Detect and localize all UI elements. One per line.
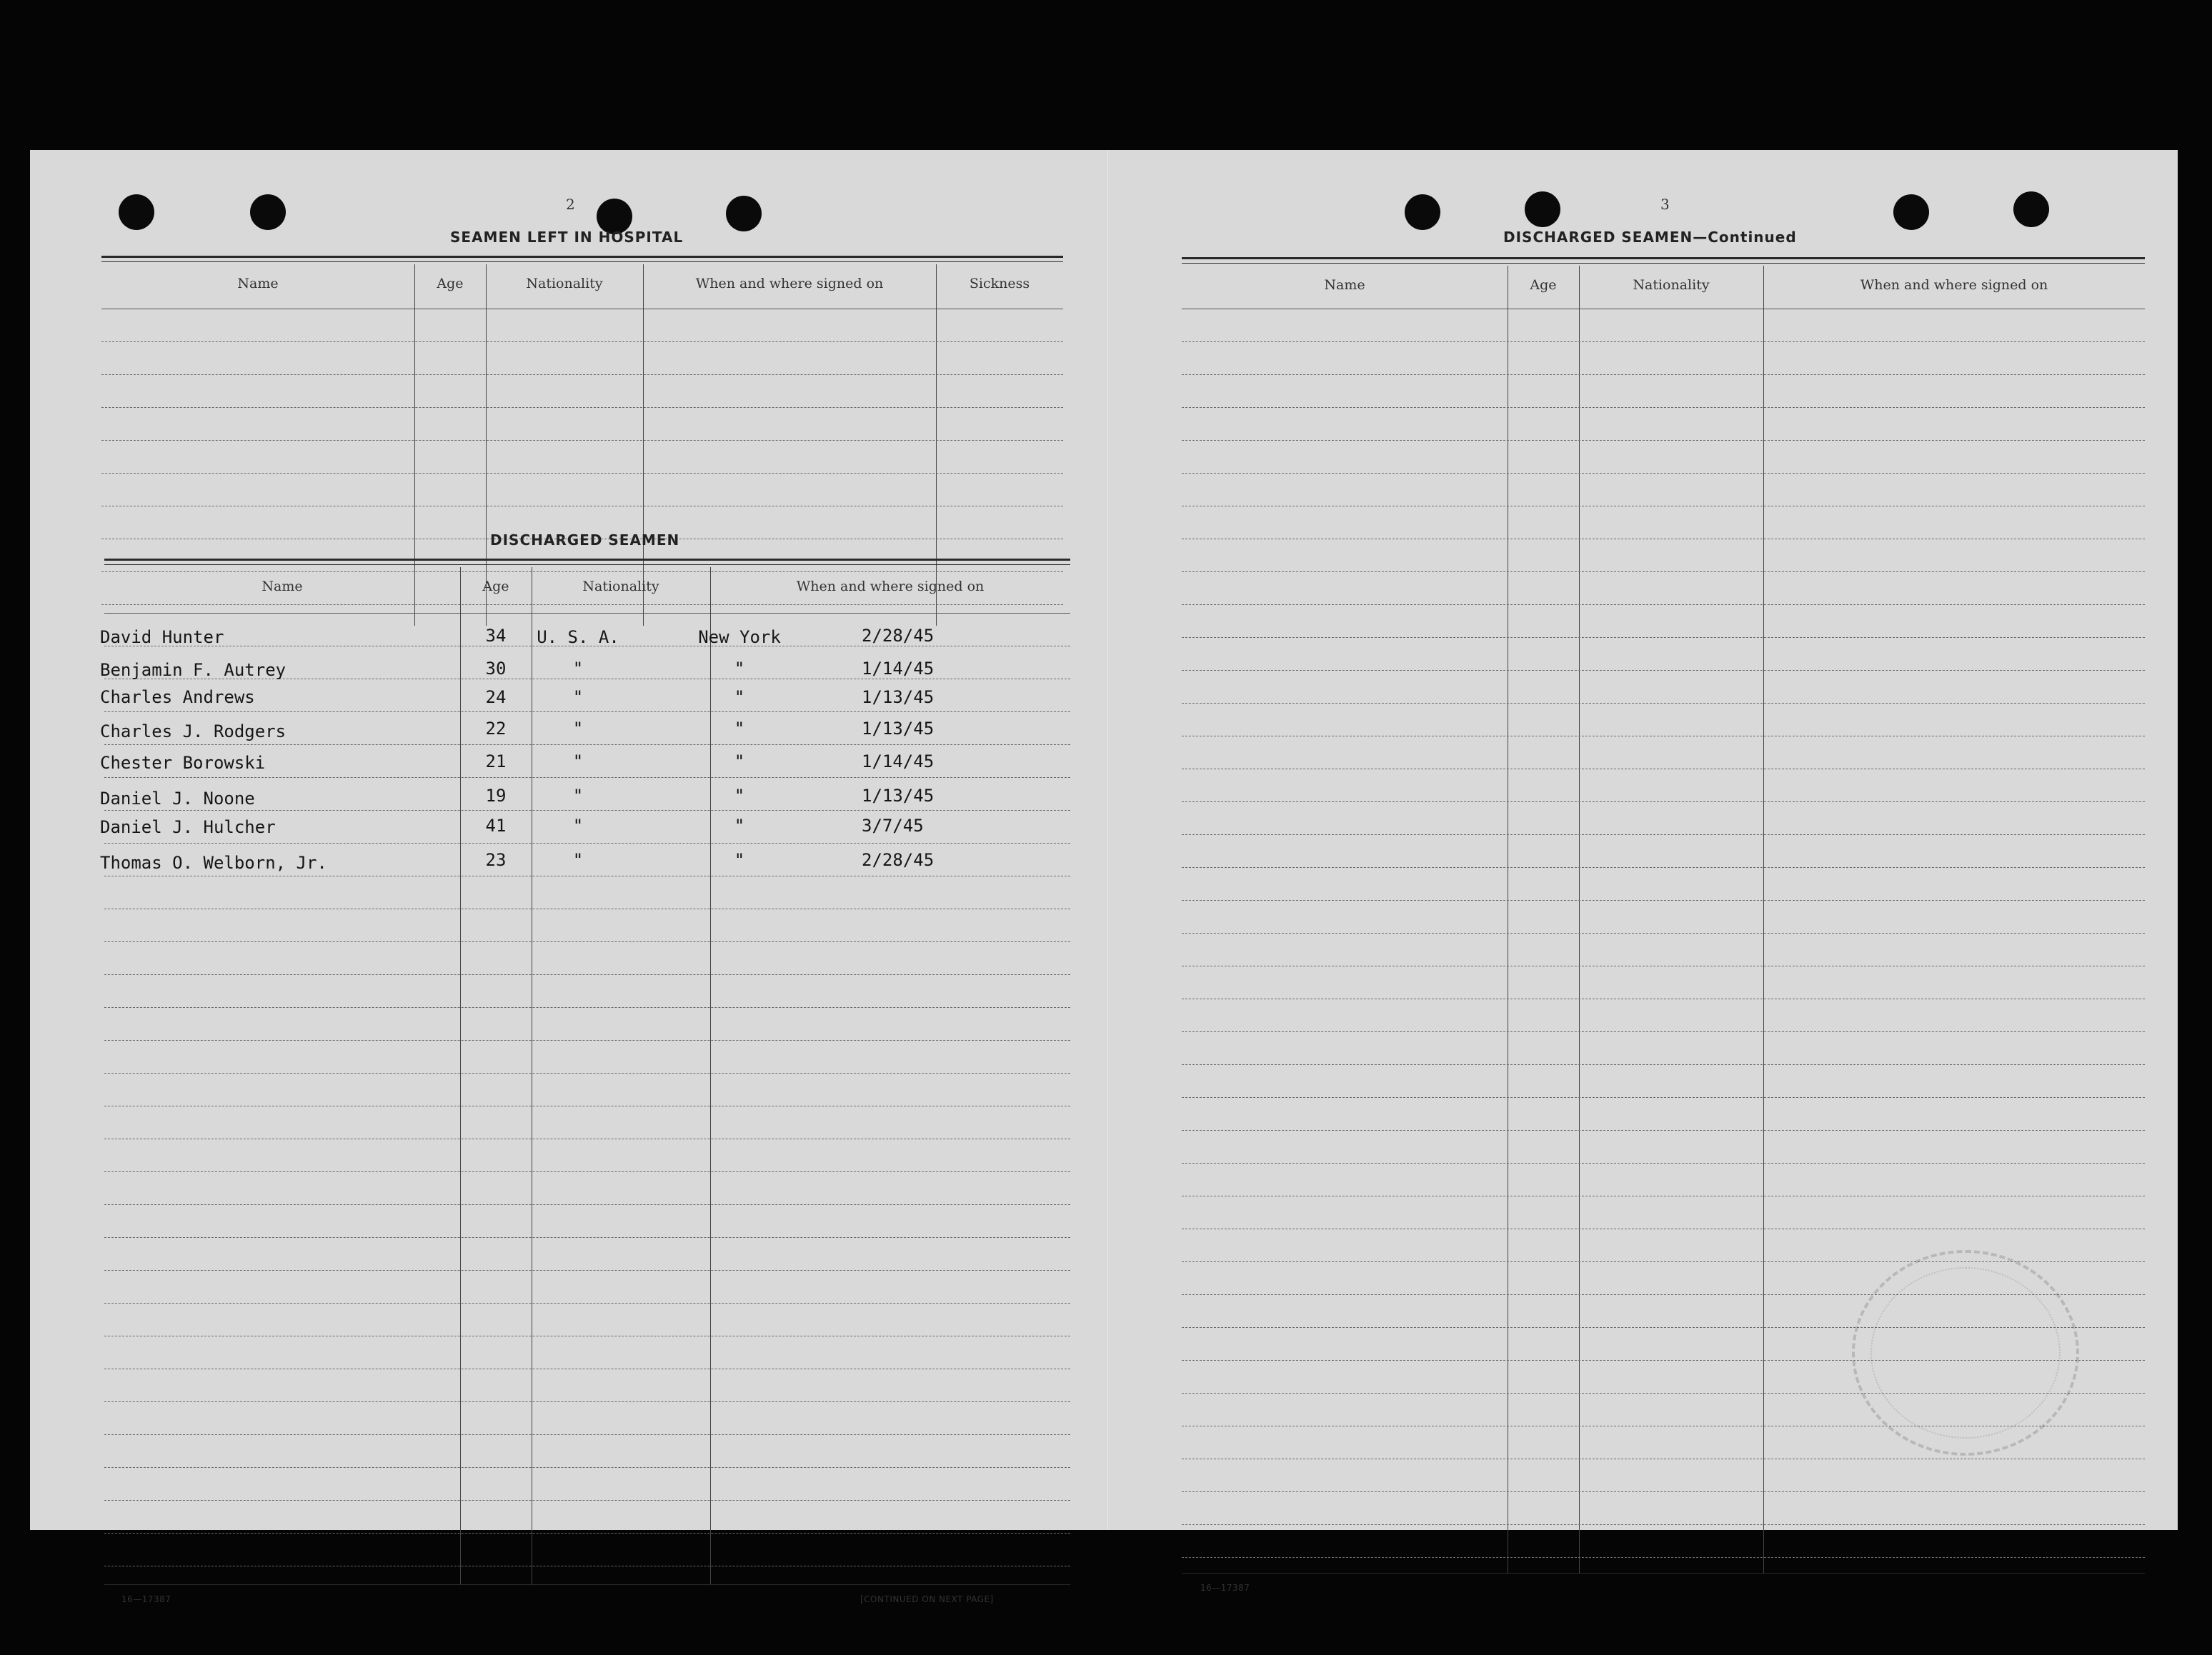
form-number: 16—17387 xyxy=(1200,1583,1250,1593)
ruled-line xyxy=(1182,900,2145,901)
ruled-line xyxy=(1182,933,2145,934)
seaman-name: Chester Borowski xyxy=(100,753,266,773)
ruled-line xyxy=(104,1500,1070,1501)
seaman-nationality: " xyxy=(572,659,584,679)
ruled-line xyxy=(1182,670,2145,671)
ruled-line xyxy=(104,1434,1070,1435)
ruled-line xyxy=(104,1171,1070,1172)
header-rule xyxy=(101,261,1063,262)
continued-header-age: Age xyxy=(1530,277,1557,293)
header-rule xyxy=(104,564,1070,565)
seaman-age: 34 xyxy=(485,626,507,646)
ruled-line xyxy=(1182,473,2145,474)
ruled-line xyxy=(1182,341,2145,342)
seaman-name: Daniel J. Noone xyxy=(100,789,255,809)
ruled-line xyxy=(104,974,1070,975)
signed-on-date: 3/7/45 xyxy=(862,816,924,836)
punch-hole xyxy=(1525,191,1560,227)
ruled-line xyxy=(104,1007,1070,1008)
punch-hole xyxy=(250,194,286,230)
ruled-line xyxy=(1182,1064,2145,1065)
continued-header-signed-on: When and where signed on xyxy=(1860,277,2048,293)
ruled-line xyxy=(1182,1491,2145,1492)
ruled-line xyxy=(101,604,1063,605)
seaman-age: 30 xyxy=(485,659,507,679)
signed-on-place: New York xyxy=(698,627,781,647)
signed-on-date: 1/14/45 xyxy=(862,659,935,679)
signed-on-place: " xyxy=(734,719,745,739)
footer-rule xyxy=(1182,1573,2145,1574)
seaman-name: David Hunter xyxy=(100,627,224,647)
discharged-header-signed-on: When and where signed on xyxy=(796,579,985,594)
continued-header-nationality: Nationality xyxy=(1633,277,1710,293)
signed-on-date: 2/28/45 xyxy=(862,626,935,646)
signed-on-place: " xyxy=(734,687,745,707)
seaman-age: 41 xyxy=(485,816,507,836)
seaman-nationality: " xyxy=(572,687,584,707)
continued-note: [CONTINUED ON NEXT PAGE] xyxy=(860,1594,994,1604)
ruled-line xyxy=(104,777,1070,778)
seaman-age: 21 xyxy=(485,751,507,771)
footer-rule xyxy=(104,1584,1070,1585)
ruled-line xyxy=(101,374,1063,375)
ruled-line xyxy=(1182,637,2145,638)
ruled-line xyxy=(104,1303,1070,1304)
seaman-nationality: " xyxy=(572,786,584,806)
column-header-rule xyxy=(104,613,1070,614)
seaman-age: 19 xyxy=(485,786,507,806)
document-sheet xyxy=(30,150,2178,1604)
signed-on-place: " xyxy=(734,786,745,806)
faded-stamp xyxy=(1852,1250,2079,1456)
ruled-line xyxy=(1182,1130,2145,1131)
ruled-line xyxy=(104,1040,1070,1041)
ruled-line xyxy=(101,341,1063,342)
ruled-line xyxy=(104,1237,1070,1238)
punch-hole xyxy=(1893,194,1929,230)
ruled-line xyxy=(104,810,1070,811)
ruled-line xyxy=(1182,1031,2145,1032)
ruled-line xyxy=(101,473,1063,474)
seaman-nationality: " xyxy=(572,719,584,739)
seaman-age: 23 xyxy=(485,850,507,870)
signed-on-place: " xyxy=(734,816,745,836)
ruled-line xyxy=(1182,374,2145,375)
hospital-header-age: Age xyxy=(437,276,464,291)
ruled-line xyxy=(1182,1163,2145,1164)
column-divider xyxy=(1579,266,1580,1573)
punch-hole xyxy=(726,196,762,231)
ruled-line xyxy=(1182,1524,2145,1525)
signed-on-date: 1/13/45 xyxy=(862,719,935,739)
ruled-line xyxy=(104,711,1070,712)
signed-on-place: " xyxy=(734,751,745,771)
seaman-name: Thomas O. Welborn, Jr. xyxy=(100,853,327,873)
punch-hole xyxy=(1405,194,1440,230)
discharged-header-name: Name xyxy=(261,579,303,594)
seaman-age: 22 xyxy=(485,719,507,739)
discharged-header-nationality: Nationality xyxy=(582,579,659,594)
ruled-line xyxy=(1182,1557,2145,1558)
discharged-section-title: DISCHARGED SEAMEN xyxy=(490,531,680,549)
ruled-line xyxy=(104,1270,1070,1271)
seaman-nationality: " xyxy=(572,816,584,836)
ruled-line xyxy=(104,941,1070,942)
seaman-name: Benjamin F. Autrey xyxy=(100,660,287,680)
ruled-line xyxy=(101,571,1063,572)
column-divider xyxy=(1763,266,1764,1573)
ruled-line xyxy=(1182,440,2145,441)
ruled-line xyxy=(104,1401,1070,1402)
signed-on-date: 1/13/45 xyxy=(862,786,935,806)
page-number: 3 xyxy=(1660,196,1670,213)
discharged-header-age: Age xyxy=(482,579,509,594)
ruled-line xyxy=(1182,867,2145,868)
seaman-name: Charles Andrews xyxy=(100,687,255,707)
ruled-line xyxy=(1182,571,2145,572)
signed-on-place: " xyxy=(734,850,745,870)
header-rule xyxy=(1182,263,2145,264)
header-rule xyxy=(101,256,1063,258)
ruled-line xyxy=(1182,407,2145,408)
hospital-header-sickness: Sickness xyxy=(969,276,1030,291)
ruled-line xyxy=(1182,703,2145,704)
ruled-line xyxy=(101,407,1063,408)
continued-header-name: Name xyxy=(1324,277,1365,293)
form-number: 16—17387 xyxy=(121,1594,171,1604)
punch-hole xyxy=(2013,191,2049,227)
ruled-line xyxy=(104,744,1070,745)
page-fold xyxy=(1106,150,1109,1530)
hospital-header-signed-on: When and where signed on xyxy=(695,276,884,291)
ruled-line xyxy=(104,1204,1070,1205)
ruled-line xyxy=(104,1467,1070,1468)
ruled-line xyxy=(1182,1097,2145,1098)
seaman-nationality: U. S. A. xyxy=(537,627,619,647)
seaman-nationality: " xyxy=(572,751,584,771)
continued-section-title: DISCHARGED SEAMEN—Continued xyxy=(1503,229,1797,246)
header-rule xyxy=(1182,257,2145,259)
seaman-name: Daniel J. Hulcher xyxy=(100,817,276,837)
ruled-line xyxy=(1182,801,2145,802)
punch-hole xyxy=(119,194,154,230)
ruled-line xyxy=(1182,604,2145,605)
page-number: 2 xyxy=(566,196,575,213)
seaman-age: 24 xyxy=(485,687,507,707)
header-rule xyxy=(104,559,1070,561)
ruled-line xyxy=(104,1073,1070,1074)
ruled-line xyxy=(104,1533,1070,1534)
hospital-header-name: Name xyxy=(237,276,279,291)
signed-on-date: 2/28/45 xyxy=(862,850,935,870)
signed-on-date: 1/14/45 xyxy=(862,751,935,771)
signed-on-date: 1/13/45 xyxy=(862,687,935,707)
ruled-line xyxy=(104,843,1070,844)
signed-on-place: " xyxy=(734,659,745,679)
hospital-header-nationality: Nationality xyxy=(526,276,603,291)
ruled-line xyxy=(101,440,1063,441)
ruled-line xyxy=(1182,834,2145,835)
seaman-name: Charles J. Rodgers xyxy=(100,721,287,741)
hospital-section-title: SEAMEN LEFT IN HOSPITAL xyxy=(450,229,684,246)
seaman-nationality: " xyxy=(572,850,584,870)
